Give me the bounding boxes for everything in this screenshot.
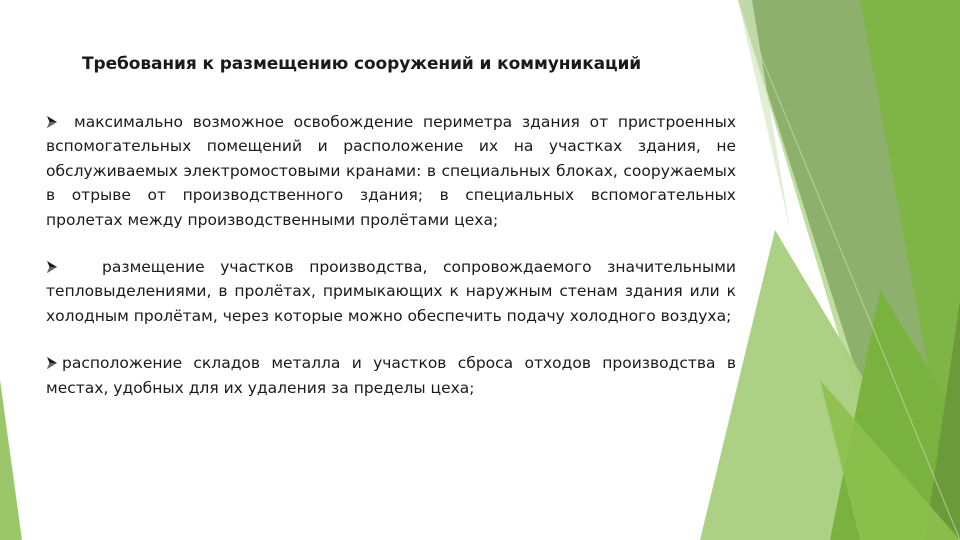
- list-item: [46, 110, 736, 232]
- arrow-bullet-icon: [46, 357, 58, 369]
- slide-title: Требования к размещению сооружений и коммуникаций: [82, 54, 642, 74]
- arrow-bullet-icon: [46, 261, 58, 273]
- list-item-text: размещение участков производства, сопровождаемого значительными тепловыделениями, в пролётах, примыкающих к наружным стенам здания или к холодным пролётам, через которые можно обеспечить подачу холодного воздуха;: [46, 258, 736, 325]
- arrow-bullet-icon: [46, 116, 58, 128]
- list-item: [46, 255, 736, 328]
- list-item-text: максимально возможное освобождение периметра здания от пристроенных вспомогательных помещений и расположение их на участках здания, не обслуживаемых электромостовыми кранами: в специальных блоках, сооружаемых в отрыве от производственного здания; в специальных вспомогательных пролетах между производственными пролётами цеха;: [46, 113, 736, 229]
- list-item: [46, 351, 736, 400]
- bullet-list: [46, 110, 736, 423]
- list-item-text: расположение складов металла и участков сброса отходов производства в местах, удобных для их удаления за пределы цеха;: [46, 354, 736, 397]
